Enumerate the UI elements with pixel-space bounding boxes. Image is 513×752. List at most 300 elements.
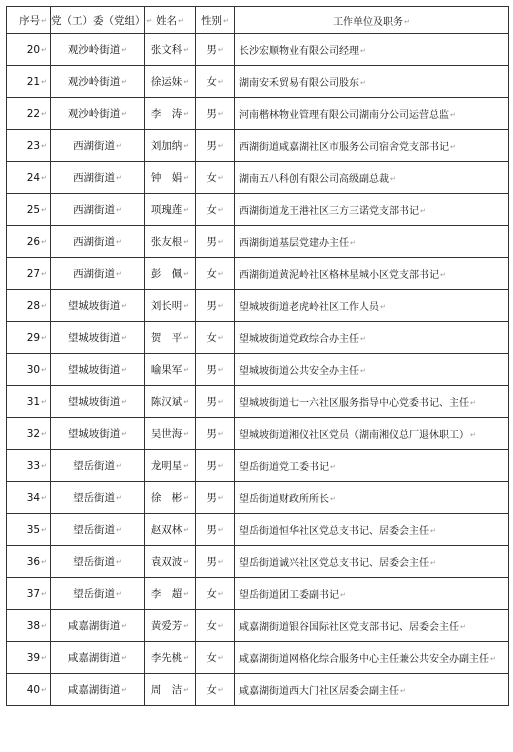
cell-name xyxy=(145,418,196,450)
cell-no-text: 37 xyxy=(26,587,41,600)
cell-name-text: 徐运妹 xyxy=(150,76,183,88)
cell-party xyxy=(51,354,145,386)
table-row xyxy=(7,226,509,258)
cell-name-text: 陈汉斌 xyxy=(150,396,183,408)
cell-no xyxy=(7,514,51,546)
paragraph-mark-icon: ↵ xyxy=(420,207,426,215)
cell-party-text: 望岳街道 xyxy=(73,460,116,472)
cell-job-text: 咸嘉湖街道网格化综合服务中心主任兼公共安全办副主任 xyxy=(239,654,489,665)
cell-gender-text: 男 xyxy=(206,300,217,312)
cell-gender xyxy=(196,290,235,322)
cell-gender-text: 男 xyxy=(206,236,217,248)
paragraph-mark-icon: ↵ xyxy=(217,654,224,662)
paragraph-mark-icon: ↵ xyxy=(450,143,456,151)
cell-gender-text: 男 xyxy=(206,396,217,408)
paragraph-mark-icon: ↵ xyxy=(183,622,190,630)
cell-gender xyxy=(196,226,235,258)
cell-name-text: 刘加纳 xyxy=(150,140,183,152)
paragraph-mark-icon: ↵ xyxy=(116,462,122,470)
cell-job xyxy=(235,386,509,418)
paragraph-mark-icon: ↵ xyxy=(217,78,224,86)
paragraph-mark-icon: ↵ xyxy=(430,527,436,535)
cell-party-text: 望岳街道 xyxy=(73,524,116,536)
paragraph-mark-icon: ↵ xyxy=(217,110,224,118)
cell-no xyxy=(7,162,51,194)
paragraph-mark-icon: ↵ xyxy=(116,270,122,278)
paragraph-mark-icon: ↵ xyxy=(183,494,190,502)
cell-name-text: 赵双林 xyxy=(150,524,183,536)
paragraph-mark-icon: ↵ xyxy=(183,398,190,406)
cell-name xyxy=(145,194,196,226)
paragraph-mark-icon: ↵ xyxy=(470,399,476,407)
cell-job-text: 望岳街道党工委书记 xyxy=(239,462,329,473)
cell-name xyxy=(145,610,196,642)
cell-no-text: 22 xyxy=(26,107,41,120)
cell-party-text: 望城坡街道 xyxy=(67,428,121,440)
paragraph-mark-icon: ↵ xyxy=(41,525,47,534)
cell-name xyxy=(145,130,196,162)
cell-party xyxy=(51,290,145,322)
cell-no xyxy=(7,482,51,514)
cell-no xyxy=(7,34,51,66)
cell-job-text: 西湖街道基层党建办主任 xyxy=(239,238,349,249)
paragraph-mark-icon: ↵ xyxy=(116,494,122,502)
paragraph-mark-icon: ↵ xyxy=(116,526,122,534)
paragraph-mark-icon: ↵ xyxy=(350,239,356,247)
paragraph-mark-icon: ↵ xyxy=(490,655,496,663)
cell-job xyxy=(235,674,509,706)
cell-job-text: 望岳街道团工委副书记 xyxy=(239,590,339,601)
table-row xyxy=(7,386,509,418)
paragraph-mark-icon: ↵ xyxy=(116,238,122,246)
paragraph-mark-icon: ↵ xyxy=(116,590,122,598)
cell-job-text: 西湖街道龙王港社区三方三诺党支部书记 xyxy=(239,206,419,217)
paragraph-mark-icon: ↵ xyxy=(116,558,122,566)
cell-job-text: 望城坡街道党政综合办主任 xyxy=(239,334,359,345)
cell-gender-text: 女 xyxy=(206,76,217,88)
cell-party-text: 望城坡街道 xyxy=(67,364,121,376)
cell-job xyxy=(235,546,509,578)
cell-no-text: 31 xyxy=(26,395,41,408)
cell-job-text: 西湖街道黄泥岭社区格林星城小区党支部书记 xyxy=(239,270,439,281)
cell-job-text: 咸嘉湖街道银谷国际社区党支部书记、居委会主任 xyxy=(239,622,459,633)
cell-party-text: 西湖街道 xyxy=(73,172,116,184)
cell-name xyxy=(145,386,196,418)
table-row xyxy=(7,610,509,642)
cell-gender-text: 女 xyxy=(206,588,217,600)
table-row xyxy=(7,354,509,386)
cell-gender-text: 女 xyxy=(206,684,217,696)
cell-gender-text: 女 xyxy=(206,620,217,632)
cell-no-text: 34 xyxy=(26,491,41,504)
paragraph-mark-icon: ↵ xyxy=(183,526,190,534)
cell-party-text: 观沙岭街道 xyxy=(67,44,121,56)
paragraph-mark-icon: ↵ xyxy=(330,463,336,471)
cell-job-text: 望岳街道财政所所长 xyxy=(239,494,329,505)
paragraph-mark-icon: ↵ xyxy=(121,398,128,406)
paragraph-mark-icon: ↵ xyxy=(217,334,224,342)
paragraph-mark-icon: ↵ xyxy=(41,557,47,566)
paragraph-mark-icon: ↵ xyxy=(183,142,190,150)
paragraph-mark-icon: ↵ xyxy=(217,462,224,470)
paragraph-mark-icon: ↵ xyxy=(41,141,47,150)
cell-no xyxy=(7,418,51,450)
cell-party-text: 望岳街道 xyxy=(73,588,116,600)
cell-party xyxy=(51,258,145,290)
cell-job-text: 望城坡街道湘仪社区党员（湖南湘仪总厂退休职工） xyxy=(239,430,469,441)
cell-job xyxy=(235,642,509,674)
paragraph-mark-icon: ↵ xyxy=(217,526,224,534)
cell-no xyxy=(7,674,51,706)
cell-job xyxy=(235,194,509,226)
cell-no xyxy=(7,194,51,226)
paragraph-mark-icon: ↵ xyxy=(41,493,47,502)
header-name: 姓名↵ xyxy=(145,7,196,34)
cell-job-text: 望岳街道诚兴社区党总支书记、居委会主任 xyxy=(239,558,429,569)
cell-party-text: 咸嘉湖街道 xyxy=(67,620,121,632)
cell-party-text: 西湖街道 xyxy=(73,204,116,216)
cell-gender-text: 男 xyxy=(206,44,217,56)
paragraph-mark-icon: ↵ xyxy=(41,621,47,630)
cell-job-text: 望城坡街道七一六社区服务指导中心党委书记、主任 xyxy=(239,398,469,409)
table-row xyxy=(7,66,509,98)
cell-gender xyxy=(196,322,235,354)
table-row xyxy=(7,418,509,450)
cell-job-text: 河南楷林物业管理有限公司湖南分公司运营总监 xyxy=(239,110,449,121)
cell-gender xyxy=(196,578,235,610)
cell-no xyxy=(7,98,51,130)
cell-party xyxy=(51,194,145,226)
table-row xyxy=(7,258,509,290)
cell-name xyxy=(145,354,196,386)
cell-job xyxy=(235,578,509,610)
paragraph-mark-icon: ↵ xyxy=(217,366,224,374)
paragraph-mark-icon: ↵ xyxy=(183,206,190,214)
cell-gender-text: 男 xyxy=(206,460,217,472)
cell-gender xyxy=(196,674,235,706)
cell-name xyxy=(145,450,196,482)
cell-party-text: 观沙岭街道 xyxy=(67,76,121,88)
paragraph-mark-icon: ↵ xyxy=(183,430,190,438)
cell-no xyxy=(7,258,51,290)
cell-no xyxy=(7,354,51,386)
paragraph-mark-icon: ↵ xyxy=(41,589,47,598)
cell-job-text: 长沙宏顺物业有限公司经理 xyxy=(239,46,359,57)
cell-gender-text: 男 xyxy=(206,492,217,504)
cell-job-text: 望城坡街道老虎岭社区工作人员 xyxy=(239,302,379,313)
table-row xyxy=(7,450,509,482)
paragraph-mark-icon: ↵ xyxy=(121,46,128,54)
paragraph-mark-icon: ↵ xyxy=(41,461,47,470)
paragraph-mark-icon: ↵ xyxy=(360,47,366,55)
cell-no-text: 20 xyxy=(26,43,41,56)
cell-gender-text: 男 xyxy=(206,524,217,536)
cell-name-text: 周 洁 xyxy=(150,684,183,696)
paragraph-mark-icon: ↵ xyxy=(430,559,436,567)
cell-job xyxy=(235,514,509,546)
cell-job xyxy=(235,98,509,130)
table-row xyxy=(7,578,509,610)
paragraph-mark-icon: ↵ xyxy=(360,335,366,343)
cell-job-text: 咸嘉湖街道西大门社区居委会副主任 xyxy=(239,686,399,697)
cell-no-text: 40 xyxy=(26,683,41,696)
cell-name-text: 吴世海 xyxy=(150,428,183,440)
paragraph-mark-icon: ↵ xyxy=(121,78,128,86)
cell-name-text: 钟 娟 xyxy=(150,172,183,184)
paragraph-mark-icon: ↵ xyxy=(217,590,224,598)
paragraph-mark-icon: ↵ xyxy=(217,238,224,246)
cell-name-text: 袁双波 xyxy=(150,556,183,568)
table-header-row xyxy=(7,7,509,34)
cell-no xyxy=(7,546,51,578)
cell-gender-text: 男 xyxy=(206,364,217,376)
paragraph-mark-icon: ↵ xyxy=(41,173,47,182)
cell-party xyxy=(51,130,145,162)
cell-party-text: 望城坡街道 xyxy=(67,396,121,408)
cell-job-text: 望城坡街道公共安全办主任 xyxy=(239,366,359,377)
cell-party-text: 西湖街道 xyxy=(73,236,116,248)
table-row xyxy=(7,290,509,322)
cell-no xyxy=(7,642,51,674)
table-row xyxy=(7,162,509,194)
paragraph-mark-icon: ↵ xyxy=(450,111,456,119)
cell-job xyxy=(235,322,509,354)
cell-no-text: 38 xyxy=(26,619,41,632)
cell-party xyxy=(51,610,145,642)
cell-no-text: 23 xyxy=(26,139,41,152)
table-row xyxy=(7,482,509,514)
cell-name-text: 刘长明 xyxy=(150,300,183,312)
cell-name-text: 李 涛 xyxy=(150,108,183,120)
paragraph-mark-icon: ↵ xyxy=(116,142,122,150)
paragraph-mark-icon: ↵ xyxy=(41,205,47,214)
cell-party-text: 望城坡街道 xyxy=(67,332,121,344)
cell-no xyxy=(7,290,51,322)
paragraph-mark-icon: ↵ xyxy=(41,269,47,278)
cell-name xyxy=(145,226,196,258)
cell-job-text: 湖南五八科创有限公司高级副总裁 xyxy=(239,174,389,185)
cell-gender xyxy=(196,450,235,482)
paragraph-mark-icon: ↵ xyxy=(121,430,128,438)
cell-party xyxy=(51,162,145,194)
cell-name xyxy=(145,322,196,354)
cell-party xyxy=(51,674,145,706)
paragraph-mark-icon: ↵ xyxy=(183,462,190,470)
paragraph-mark-icon: ↵ xyxy=(217,142,224,150)
paragraph-mark-icon: ↵ xyxy=(121,654,128,662)
table-row xyxy=(7,322,509,354)
personnel-table xyxy=(6,6,509,706)
paragraph-mark-icon: ↵ xyxy=(41,301,47,310)
cell-gender xyxy=(196,418,235,450)
paragraph-mark-icon: ↵ xyxy=(116,206,122,214)
cell-gender-text: 女 xyxy=(206,332,217,344)
header-party: 党（工）委（党组）↵ xyxy=(51,7,145,34)
cell-gender-text: 男 xyxy=(206,140,217,152)
cell-no-text: 33 xyxy=(26,459,41,472)
cell-name xyxy=(145,66,196,98)
table-row xyxy=(7,194,509,226)
paragraph-mark-icon: ↵ xyxy=(183,46,190,54)
cell-no-text: 35 xyxy=(26,523,41,536)
paragraph-mark-icon: ↵ xyxy=(41,653,47,662)
paragraph-mark-icon: ↵ xyxy=(183,366,190,374)
paragraph-mark-icon: ↵ xyxy=(41,45,47,54)
cell-gender-text: 女 xyxy=(206,172,217,184)
cell-name xyxy=(145,98,196,130)
paragraph-mark-icon: ↵ xyxy=(360,79,366,87)
paragraph-mark-icon: ↵ xyxy=(380,303,386,311)
paragraph-mark-icon: ↵ xyxy=(460,623,466,631)
paragraph-mark-icon: ↵ xyxy=(121,110,128,118)
cell-party-text: 观沙岭街道 xyxy=(67,108,121,120)
paragraph-mark-icon: ↵ xyxy=(41,429,47,438)
cell-no-text: 36 xyxy=(26,555,41,568)
paragraph-mark-icon: ↵ xyxy=(183,558,190,566)
paragraph-mark-icon: ↵ xyxy=(121,686,128,694)
cell-party xyxy=(51,642,145,674)
cell-name-text: 喻果军 xyxy=(150,364,183,376)
cell-job-text: 望岳街道恒华社区党总支书记、居委会主任 xyxy=(239,526,429,537)
cell-job xyxy=(235,354,509,386)
cell-no-text: 21 xyxy=(26,75,41,88)
paragraph-mark-icon: ↵ xyxy=(217,206,224,214)
cell-job xyxy=(235,290,509,322)
cell-party xyxy=(51,322,145,354)
table-row xyxy=(7,514,509,546)
cell-no-text: 27 xyxy=(26,267,41,280)
cell-no xyxy=(7,610,51,642)
paragraph-mark-icon: ↵ xyxy=(183,174,190,182)
paragraph-mark-icon: ↵ xyxy=(217,686,224,694)
paragraph-mark-icon: ↵ xyxy=(183,270,190,278)
cell-gender xyxy=(196,386,235,418)
cell-party-text: 西湖街道 xyxy=(73,268,116,280)
cell-gender xyxy=(196,354,235,386)
cell-name-text: 贺 平 xyxy=(150,332,183,344)
cell-job xyxy=(235,258,509,290)
cell-job xyxy=(235,162,509,194)
cell-gender xyxy=(196,642,235,674)
cell-no xyxy=(7,450,51,482)
paragraph-mark-icon: ↵ xyxy=(217,558,224,566)
paragraph-mark-icon: ↵ xyxy=(183,302,190,310)
cell-party-text: 望岳街道 xyxy=(73,556,116,568)
cell-party xyxy=(51,418,145,450)
cell-no xyxy=(7,66,51,98)
cell-no-text: 24 xyxy=(26,171,41,184)
cell-party xyxy=(51,450,145,482)
paragraph-mark-icon: ↵ xyxy=(217,430,224,438)
cell-name xyxy=(145,258,196,290)
cell-name-text: 张文科 xyxy=(150,44,183,56)
paragraph-mark-icon: ↵ xyxy=(41,77,47,86)
cell-no-text: 28 xyxy=(26,299,41,312)
paragraph-mark-icon: ↵ xyxy=(217,46,224,54)
cell-name xyxy=(145,162,196,194)
paragraph-mark-icon: ↵ xyxy=(183,590,190,598)
paragraph-mark-icon: ↵ xyxy=(440,271,446,279)
cell-name xyxy=(145,514,196,546)
cell-no xyxy=(7,322,51,354)
cell-job xyxy=(235,66,509,98)
cell-no-text: 25 xyxy=(26,203,41,216)
paragraph-mark-icon: ↵ xyxy=(183,686,190,694)
cell-name xyxy=(145,34,196,66)
cell-name-text: 龙明星 xyxy=(150,460,183,472)
header-gender: 性别↵ xyxy=(196,7,235,34)
cell-gender xyxy=(196,194,235,226)
cell-gender xyxy=(196,34,235,66)
paragraph-mark-icon: ↵ xyxy=(41,237,47,246)
paragraph-mark-icon: ↵ xyxy=(340,591,346,599)
paragraph-mark-icon: ↵ xyxy=(183,654,190,662)
paragraph-mark-icon: ↵ xyxy=(41,333,47,342)
paragraph-mark-icon: ↵ xyxy=(470,431,476,439)
table-row xyxy=(7,674,509,706)
paragraph-mark-icon: ↵ xyxy=(217,270,224,278)
cell-gender-text: 女 xyxy=(206,652,217,664)
cell-gender xyxy=(196,546,235,578)
paragraph-mark-icon: ↵ xyxy=(217,494,224,502)
paragraph-mark-icon: ↵ xyxy=(116,174,122,182)
paragraph-mark-icon: ↵ xyxy=(41,365,47,374)
cell-name-text: 徐 彬 xyxy=(150,492,183,504)
cell-party-text: 望岳街道 xyxy=(73,492,116,504)
cell-job xyxy=(235,130,509,162)
cell-party xyxy=(51,546,145,578)
cell-party xyxy=(51,226,145,258)
cell-name-text: 李 超 xyxy=(150,588,183,600)
paragraph-mark-icon: ↵ xyxy=(330,495,336,503)
paragraph-mark-icon: ↵ xyxy=(390,175,396,183)
paragraph-mark-icon: ↵ xyxy=(400,687,406,695)
cell-job xyxy=(235,418,509,450)
cell-party xyxy=(51,386,145,418)
cell-job xyxy=(235,482,509,514)
paragraph-mark-icon: ↵ xyxy=(121,302,128,310)
cell-name-text: 张友根 xyxy=(150,236,183,248)
cell-name xyxy=(145,642,196,674)
paragraph-mark-icon: ↵ xyxy=(217,398,224,406)
cell-no-text: 26 xyxy=(26,235,41,248)
cell-job xyxy=(235,450,509,482)
cell-gender-text: 男 xyxy=(206,556,217,568)
table-row xyxy=(7,642,509,674)
cell-gender-text: 女 xyxy=(206,204,217,216)
paragraph-mark-icon: ↵ xyxy=(121,366,128,374)
cell-name xyxy=(145,482,196,514)
cell-job xyxy=(235,226,509,258)
cell-no-text: 29 xyxy=(26,331,41,344)
cell-name-text: 李先桃 xyxy=(150,652,183,664)
paragraph-mark-icon: ↵ xyxy=(121,334,128,342)
cell-no-text: 39 xyxy=(26,651,41,664)
cell-no xyxy=(7,226,51,258)
cell-party xyxy=(51,66,145,98)
table-row xyxy=(7,546,509,578)
cell-gender xyxy=(196,98,235,130)
paragraph-mark-icon: ↵ xyxy=(121,622,128,630)
cell-name-text: 黄爱芳 xyxy=(150,620,183,632)
cell-party xyxy=(51,34,145,66)
paragraph-mark-icon: ↵ xyxy=(183,334,190,342)
paragraph-mark-icon: ↵ xyxy=(217,174,224,182)
cell-gender-text: 男 xyxy=(206,428,217,440)
cell-gender-text: 男 xyxy=(206,108,217,120)
cell-party-text: 咸嘉湖街道 xyxy=(67,684,121,696)
cell-job xyxy=(235,610,509,642)
